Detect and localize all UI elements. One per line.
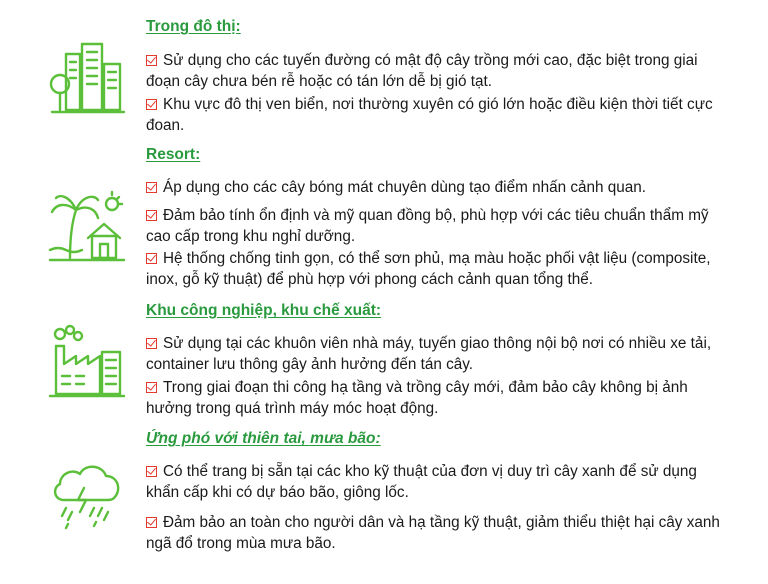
list-item: Hệ thống chống tinh gọn, có thể sơn phủ, mạ màu hoặc phối vật liệu (composite, inox, gỗ kỹ thuật) để phù hợp với phong cách cảnh quan tổng thể. [146,250,711,288]
list-item: Đảm bảo an toàn cho người dân và hạ tầng kỹ thuật, giảm thiểu thiệt hại cây xanh ngã đổ trong mùa mưa bão. [146,514,720,552]
list-item: Có thể trang bị sẵn tại các kho kỹ thuật của đơn vị duy trì cây xanh để sử dụng khẩn cấp khi có dự báo bão, giông lốc. [146,463,697,501]
palm-tree-house-icon [48,188,126,266]
list-item: Sử dụng tại các khuôn viên nhà máy, tuyến giao thông nội bộ nơi có nhiều xe tải, container lưu thông gây ảnh hưởng đến tán cây. [146,335,712,373]
list-item: Sử dụng cho các tuyến đường có mật độ cây trồng mới cao, đặc biệt trong giai đoạn cây chưa bén rễ hoặc có tán lớn dễ bị gió tạt. [146,52,698,90]
section-heading-disaster: Ứng phó với thiên tai, mưa bão: [146,430,381,447]
section-heading-industrial: Khu công nghiệp, khu chế xuất: [146,302,382,319]
checkbox-icon [146,517,157,528]
factory-icon [48,324,126,402]
checkbox-icon [146,253,157,264]
checkbox-icon [146,466,157,477]
list-item: Khu vực đô thị ven biển, nơi thường xuyên có gió lớn hoặc điều kiện thời tiết cực đoan. [146,96,713,134]
checkbox-icon [146,382,157,393]
checkbox-icon [146,210,157,221]
checkbox-icon [146,55,157,66]
checkbox-icon [146,99,157,110]
list-item: Áp dụng cho các cây bóng mát chuyên dùng tạo điểm nhấn cảnh quan. [146,177,726,198]
storm-cloud-icon [48,456,126,534]
list-item: Đảm bảo tính ổn định và mỹ quan đồng bộ, phù hợp với các tiêu chuẩn thẩm mỹ cao cấp trong khu nghỉ dưỡng. [146,207,709,245]
checkbox-icon [146,182,157,193]
list-item: Trong giai đoạn thi công hạ tầng và trồng cây mới, đảm bảo cây không bị ảnh hưởng trong quá trình máy móc hoạt động. [146,379,688,417]
checkbox-icon [146,338,157,349]
city-buildings-icon [48,40,126,118]
section-heading-urban: Trong đô thị: [146,18,241,35]
section-heading-resort: Resort: [146,146,201,163]
